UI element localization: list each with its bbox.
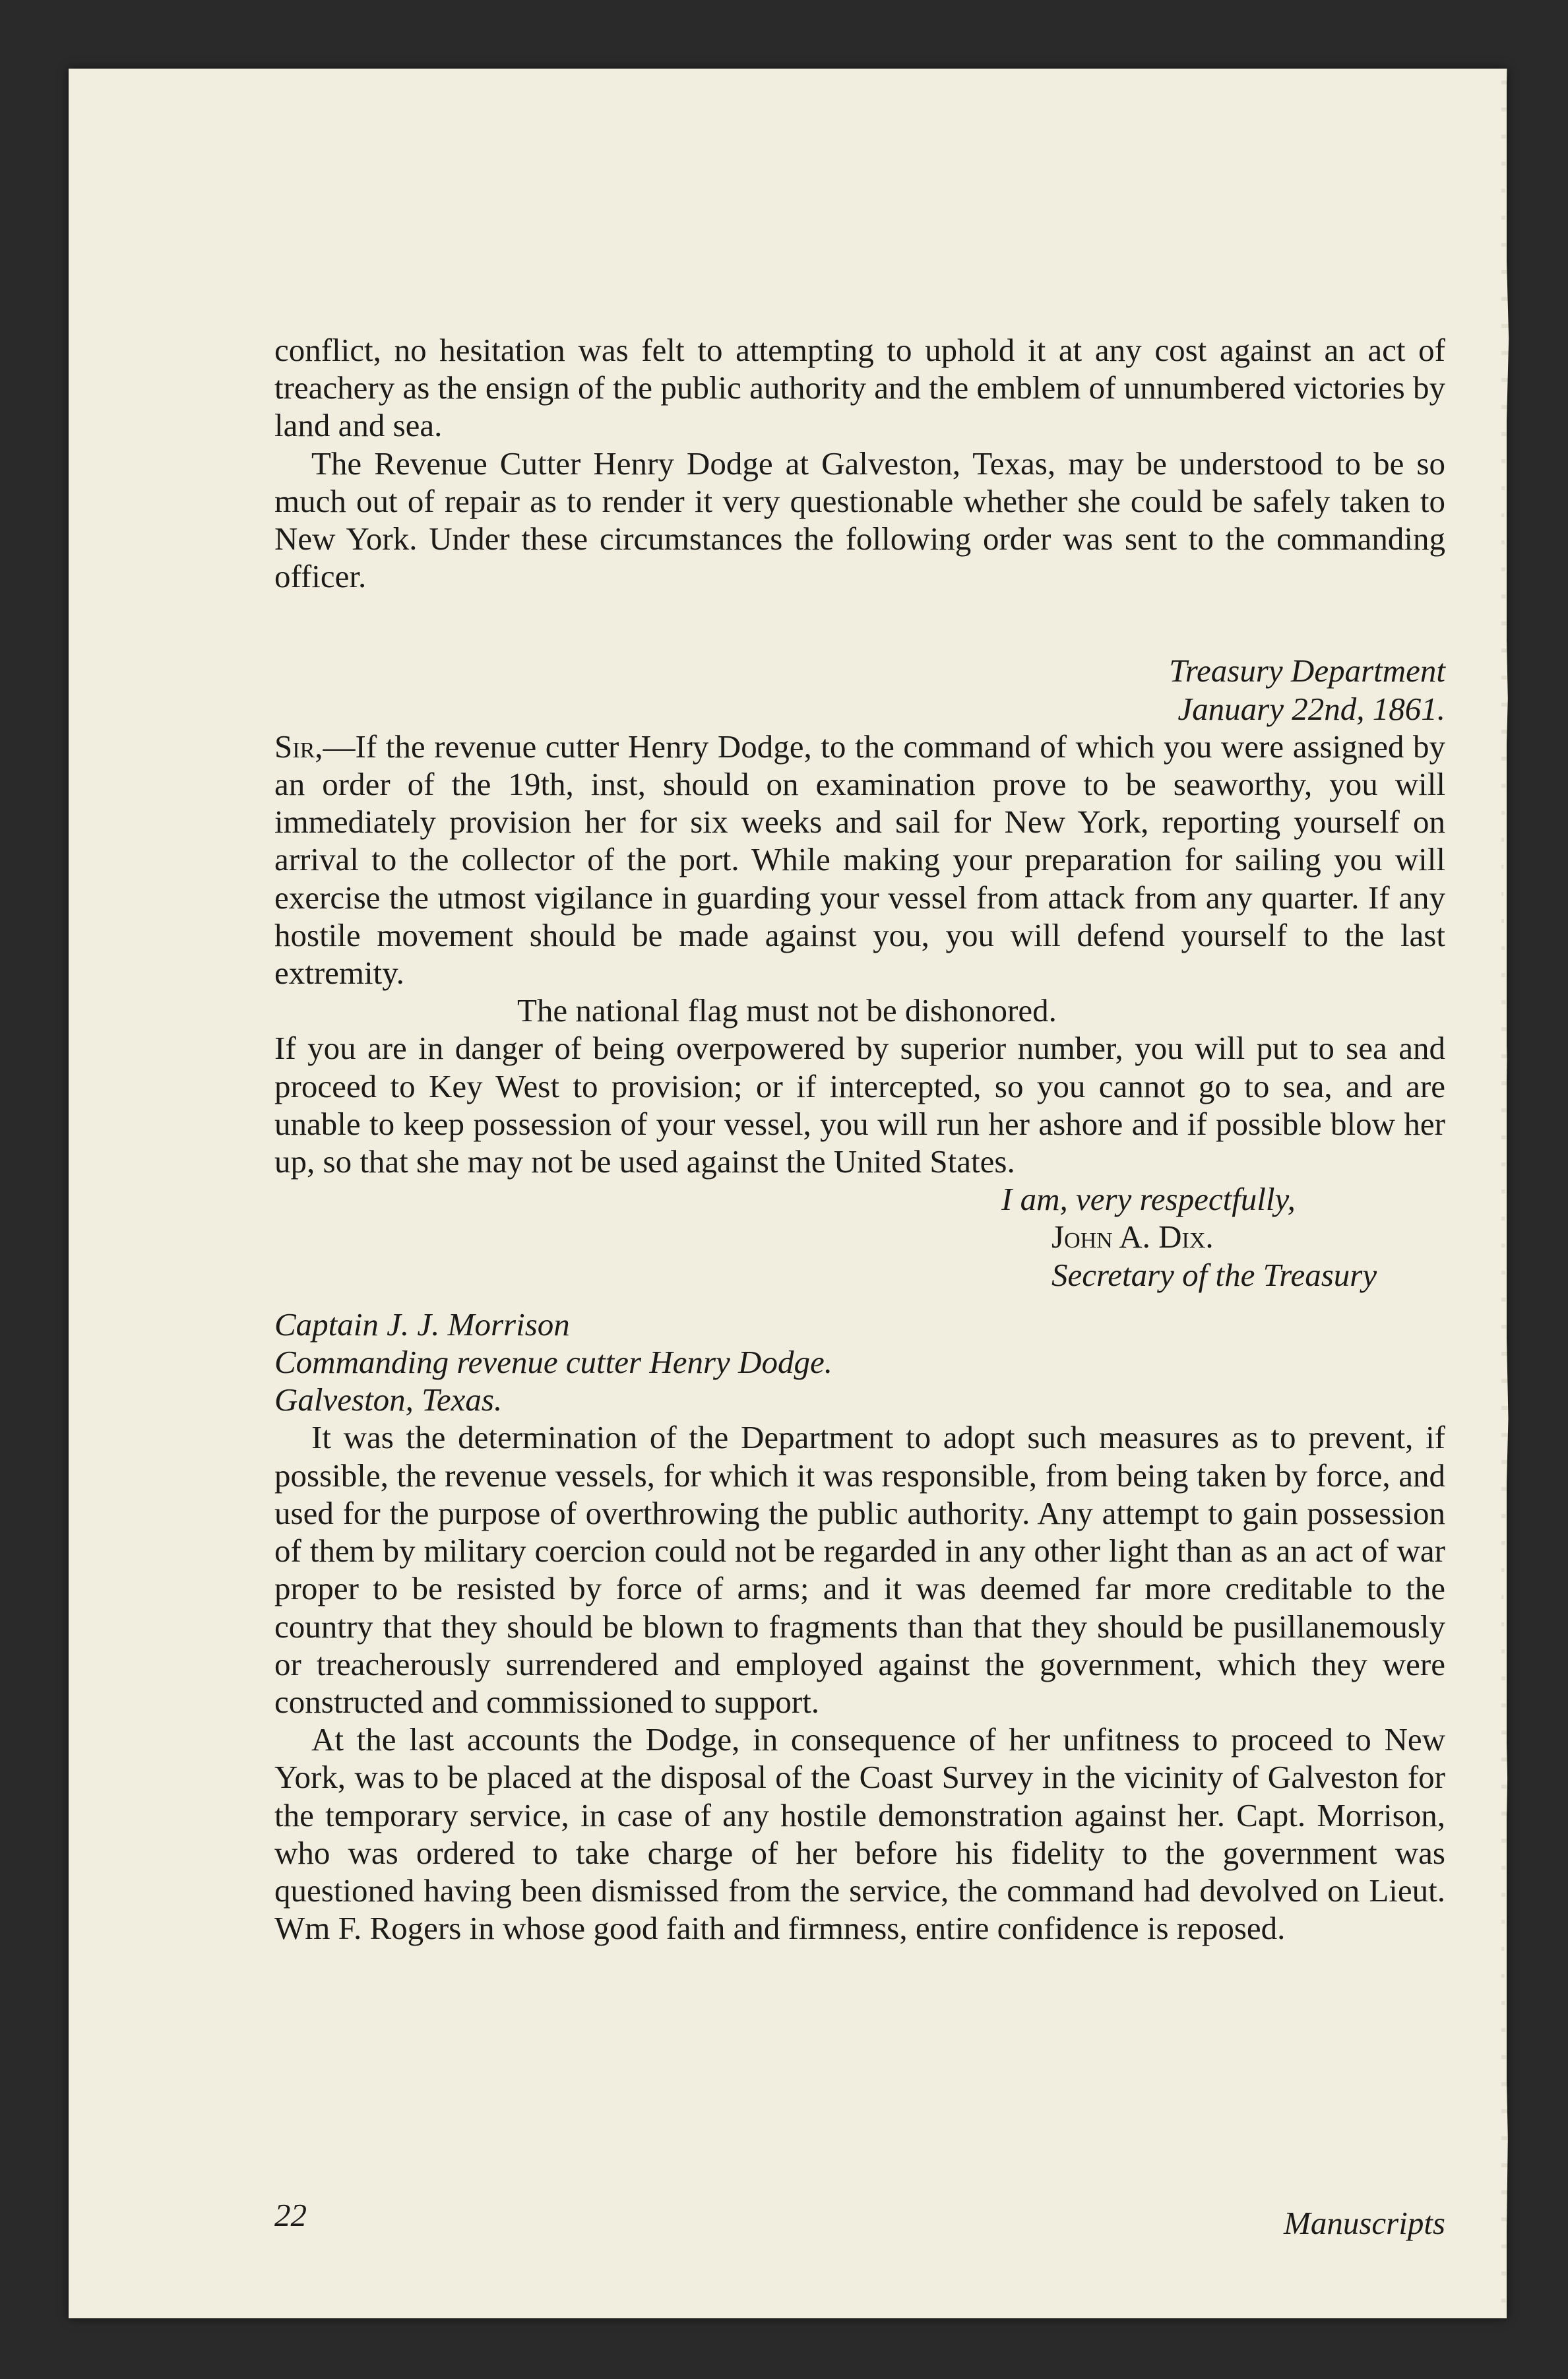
paragraph-1: conflict, no hesitation was felt to attempting to uphold it at any cost against an act of treachery as the ensign of the public authority and the emblem of unnumbered victories by land and sea. xyxy=(274,332,1445,444)
paragraph-2: The Revenue Cutter Henry Dodge at Galveston, Texas, may be understood to be so much out of repair as to render it very questionable whether she could be safely taken to New York. Under these circumstances the following order was sent to the commanding officer. xyxy=(274,445,1445,595)
addressee-line-1: Captain J. J. Morrison xyxy=(274,1306,570,1343)
publication-name: Manuscripts xyxy=(1284,2205,1445,2241)
spacer xyxy=(274,595,1445,652)
addressee-line-2: Commanding revenue cutter Henry Dodge. xyxy=(274,1344,832,1381)
closing-line: I am, very respectfully, xyxy=(1001,1181,1296,1218)
letter-body-1 xyxy=(274,728,1445,992)
signer-title: Secretary of the Treasury xyxy=(1051,1256,1377,1293)
paragraph-3: It was the determination of the Department to adopt such measures as to prevent, if possible, the revenue vessels, for which it was responsible, from being taken by force, and used for the purpose of overthrowing the public authority. Any attempt to gain possession of them by military coercion could not be regarded in any other light than as an act of war proper to be resisted by force of arms; and it was deemed far more creditable to the country that they should be blown to fragments than that they should be pusillanemously or treacherously surrendered and employed against the government, which they were constructed and commissioned to support. xyxy=(274,1419,1445,1720)
paragraph-4: At the last accounts the Dodge, in consequence of her unfitness to proceed to New York, was to be placed at the disposal of the Coast Survey in the vicinity of Galveston for the temporary service, in case of any hostile demonstration against her. Capt. Morrison, who was ordered to take charge of her before his fidelity to the government was questioned having been dismissed from the service, the command had devolved on Lieut. Wm F. Rogers in whose good faith and firmness, entire confidence is reposed. xyxy=(274,1721,1445,1947)
letter-header-line-1: Treasury Department xyxy=(1169,652,1445,689)
letter-body-1-text: —If the revenue cutter Henry Dodge, to the command of which you were assigned by an order of the 19th, inst, should on examination prove to be seaworthy, you will immediately provision her for six weeks and sail for New York, reporting yourself on arrival to the collector of the port. While making your preparation for sailing you will exercise the utmost vigilance in guarding your vessel from attack from any quarter. If any hostile movement should be made against you, you will defend yourself to the last extremity. xyxy=(274,728,1445,992)
page-number: 22 xyxy=(274,2197,307,2233)
flag-line: The national flag must not be dishonored. xyxy=(517,992,1057,1029)
body-text xyxy=(274,331,1445,1947)
addressee-line-3: Galveston, Texas. xyxy=(274,1381,503,1418)
salutation: Sir, xyxy=(274,728,323,765)
letter-body-2: If you are in danger of being overpowered by superior number, you will put to sea and proceed to Key West to provision; or if intercepted, so you cannot go to sea, and are unable to keep possession of your vessel, you will run her ashore and if possible blow her up, so that she may not be used against the United States. xyxy=(274,1030,1445,1180)
signer-name: John A. Dix. xyxy=(1051,1219,1214,1255)
letter-header-line-2: January 22nd, 1861. xyxy=(1177,690,1445,727)
paper-page xyxy=(69,69,1507,2318)
